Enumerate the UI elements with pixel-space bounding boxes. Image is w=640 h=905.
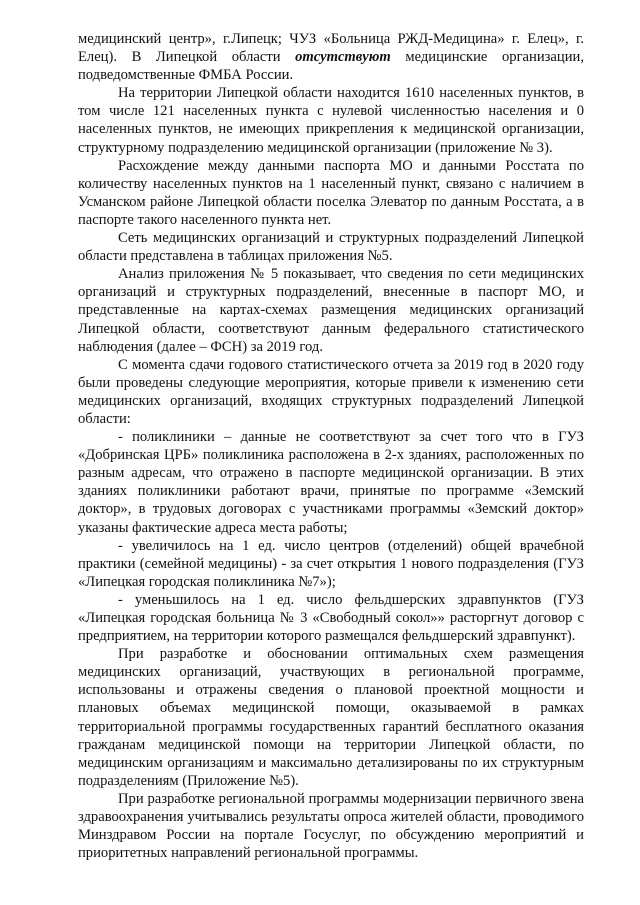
paragraph-2: На территории Липецкой области находится 1610 населенных пунктов, в том числе 121 населенных пункта с нулевой численностью населения и 0 населенных пунктов, не имеющих прикрепления к медицинской организации, структурному подразделению медицинской организации (приложение № 3).: [78, 85, 584, 156]
emphasis-text: отсутствуют: [295, 49, 391, 66]
paragraph-4: Сеть медицинских организаций и структурных подразделений Липецкой области представлена в таблицах приложения №5.: [78, 230, 584, 265]
paragraph-7: - поликлиники – данные не соответствуют за счет того что в ГУЗ «Добринская ЦРБ» поликлиника расположена в 2-х зданиях, расположенных по разным адресам, что отражено в паспорте медицинской организации. В этих зданиях поликлиники работают врачи, принятые по программе «Земский доктор», в трудовых договорах с участниками программы «Земский доктор» указаны фактические адреса места работы;: [78, 429, 584, 536]
paragraph-6: С момента сдачи годового статистического отчета за 2019 год в 2020 году были проведены следующие мероприятия, которые привели к изменению сети медицинских организаций, входящих структурных подразделений Липецкой области:: [78, 356, 584, 427]
paragraph-9: - уменьшилось на 1 ед. число фельдшерских здравпунктов (ГУЗ «Липецкая городская больница № 3 «Свободный сокол»» расторгнут договор с предприятием, на территории которого размещался фельдшерский здравпункт).: [78, 591, 584, 645]
paragraph-3: Расхождение между данными паспорта МО и данными Росстата по количеству населенных пунктов на 1 населенный пункт, связано с наличием в Усманском районе Липецкой области поселка Элеватор по данным Росстата, а в паспорте такого населенного пункта нет.: [78, 157, 584, 228]
paragraph-5: Анализ приложения № 5 показывает, что сведения по сети медицинских организаций и структурных подразделений, внесенные в паспорт МО, и представленные на картах-схемах размещения медицинских организаций Липецкой области, соответствуют данным федерального статистического наблюдения (далее – ФСН) за 2019 год.: [78, 266, 584, 355]
paragraph-1-text-start: медицинский центр», г.Липецк; ЧУЗ «Больница РЖД-Медицина» г. Елец», г. Елец). В Липецкой области: [78, 31, 584, 66]
paragraph-10: При разработке и обосновании оптимальных схем размещения медицинских организаций, участвующих в региональной программе, использованы и отражены сведения о плановой проектной мощности и плановых объемах медицинской помощи, оказываемой в рамках территориальной программы государственных гарантий бесплатного оказания гражданам медицинской помощи на территории Липецкой области, по медицинским организациям и максимально детализированы по их структурным подразделениям (Приложение №5).: [78, 646, 584, 789]
paragraph-1-text-end: медицинские организации, подведомственные ФМБА России.: [78, 49, 584, 84]
paragraph-8: - увеличилось на 1 ед. число центров (отделений) общей врачебной практики (семейной медицины) - за счет открытия 1 нового подразделения (ГУЗ «Липецкая городская поликлиника №7»);: [78, 537, 584, 590]
paragraph-1: [78, 30, 584, 84]
paragraph-11: При разработке региональной программы модернизации первичного звена здравоохранения учитывались результаты опроса жителей области, проводимого Минздравом России на портале Госуслуг, по обсуждению мероприятий и приоритетных направлений региональной программы.: [78, 790, 584, 862]
